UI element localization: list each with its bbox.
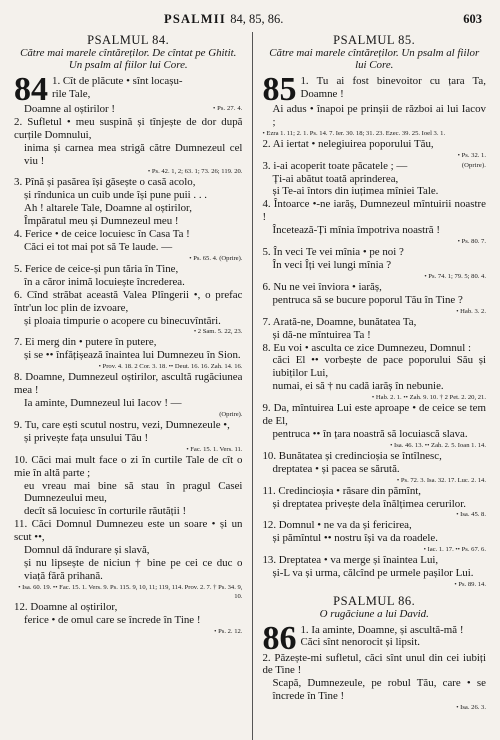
verse-line: Căci sînt nenorocit și lipsit. <box>300 636 420 649</box>
psalm-85-title: PSALMUL 85. <box>333 33 416 47</box>
verse-line: pentruca să se bucure poporul Tău în Tine ? <box>272 293 463 306</box>
cross-reference: • Hab. 2. 1. •• Zah. 9. 10. † 2 Pet. 2. 20, 21. <box>371 394 486 402</box>
verse-line: ferice • de omul care se încrede în Tine ! <box>24 613 201 626</box>
verse-line: decît să locuiesc în corturile răutății ! <box>24 505 187 518</box>
cross-reference: • Ps. 27. 4. <box>212 104 243 112</box>
left-column <box>14 32 242 740</box>
cross-reference: • Iac. 1. 17. •• Ps. 67. 6. <box>423 546 486 554</box>
verse-line: Încetează-Ți mînia împotriva noastră ! <box>272 224 440 237</box>
verse-line: Ai adus • înapoi pe prinșii de război ai lui Iacov ; <box>272 102 486 128</box>
psalm-86-verse-1 <box>262 619 486 657</box>
cross-reference: • Ps. 89. 14. <box>454 581 486 589</box>
cross-reference: • Ps. 74. 1; 79. 5; 80. 4. <box>424 272 486 280</box>
psalm-84-verse-6: 6. Cînd străbat această Valea Plîngerii •, o prefac într'un loc plin de izvoare, <box>14 288 243 314</box>
psalm-85-verse-1 <box>262 70 486 138</box>
cross-reference: • Ps. 80. 7. <box>457 238 486 246</box>
psalm-85-verse-2: 2. Ai iertat • nelegiuirea poporului Tău, <box>262 137 434 150</box>
psalm-84-verse-4: 4. Ferice • de ceice locuiesc în Casa Ta ! <box>14 228 190 241</box>
verse-line: Căci ei tot mai pot să Te laude. — <box>24 240 173 253</box>
verse-line: și-L va și urma, călcînd pe urmele pașilor Lui. <box>272 567 474 580</box>
cross-reference: • Ps. 2. 12. <box>214 627 243 635</box>
cross-reference: • Ps. 72. 3. Isa. 32. 17. Luc. 2. 14. <box>396 476 486 484</box>
verse-line: și se •• înfățișează înaintea lui Dumnezeu în Sion. <box>24 349 241 362</box>
running-psalm-numbers: 84, 85, 86. <box>230 12 284 26</box>
verse-line: și privește fața unsului Tău ! <box>24 431 149 444</box>
psalm-85-verse-9: 9. Da, mîntuirea Lui este aproape • de ceice se tem de El, <box>262 402 486 428</box>
psalm-84-verse-3: 3. Pînă și pasărea își găsește o casă acolo, <box>14 176 196 189</box>
running-book: PSALMII <box>164 12 226 26</box>
verse-line: și Te-ai întors din iuțimea mîniei Tale. <box>272 185 439 198</box>
psalm-85-verse-4: 4. Întoarce •-ne iarăș, Dumnezeul mîntuirii noastre ! <box>262 198 486 224</box>
psalm-85-subtitle: Către mai marele cîntăreților. Un psalm al fiilor lui Core. <box>269 46 480 72</box>
cross-reference: • Isa. 45. 8. <box>456 511 486 519</box>
page-number: 603 <box>463 12 482 26</box>
psalm-86-number: 86 <box>262 619 297 657</box>
psalm-84-verse-10: 10. Căci mai mult face o zi în curtile Tale de cît o mie în altă parte ; <box>14 453 243 479</box>
verse-line: inima și carnea mea strigă către Dumnezeul cel viu ! <box>24 141 243 167</box>
psalm-85-verse-13: 13. Dreptatea • va merge și înaintea Lui, <box>262 554 439 567</box>
verse-line: Ah ! altarele Tale, Doamne al oștirilor, <box>24 202 192 215</box>
psalm-84-verse-1 <box>14 70 243 116</box>
psalm-85-verse-11: 11. Credincioșia • răsare din pămînt, <box>262 484 422 497</box>
verse-line: și dreptatea privește dela înălțimea cerurilor. <box>272 497 466 510</box>
psalm-85-verse-8: 8. Eu voi • asculta ce zice Dumnezeu, Domnul : <box>262 341 472 354</box>
verse-line: numai, ei să † nu cadă iarăș în nebunie. <box>272 380 444 393</box>
psalm-85-number: 85 <box>262 70 297 108</box>
verse-line: și rîndunica un cuib unde își pune puii . . . <box>24 189 207 202</box>
page-header <box>14 10 486 32</box>
psalm-86-subtitle: O rugăciune a lui David. <box>319 608 429 620</box>
verse-line: Ți-ai abătut toată aprinderea, <box>272 172 399 185</box>
psalm-85-verse-10: 10. Bunătatea și credincioșia se întîlnesc, <box>262 449 442 462</box>
verse-line: și nu lipsește de niciun † bine pe cei ce duc o viață fără prihană. <box>24 557 243 582</box>
running-title <box>164 12 283 27</box>
verse-line: Doamne al oștirilor ! <box>24 102 116 115</box>
psalm-84-verse-12: 12. Doamne al oștirilor, <box>14 600 118 613</box>
verse-line: și pămîntul •• nostru își va da roadele. <box>272 532 438 545</box>
psalm-86-verse-2: 2. Păzește-mi sufletul, căci sînt unul din cei iubiți de Tine ! <box>262 651 486 677</box>
verse-line: În veci Îți vei lungi mînia ? <box>272 258 392 271</box>
psalm-84-verse-11: 11. Căci Domnul Dumnezeu este un soare • și un scut ••, <box>14 518 243 544</box>
verse-line: dreptatea • și pacea se sărută. <box>272 462 400 475</box>
verse-line: căci El •• vorbește de pace poporului Său și iubiților Lui, <box>272 354 486 380</box>
right-column <box>252 32 486 740</box>
cross-reference: • Prov. 4. 18. 2 Cor. 3. 18. •• Deut. 16. 16. Zah. 14. 16. <box>98 363 243 371</box>
psalm-84-verse-8: 8. Doamne, Dumnezeul oștirilor, ascultă rugăciunea mea ! <box>14 371 243 397</box>
psalm-85-verse-7: 7. Arată-ne, Doamne, bunătatea Ta, <box>262 315 417 328</box>
verse-line: Scapă, Dumnezeule, pe robul Tău, care • se încrede în Tine ! <box>272 677 486 703</box>
cross-reference: • Ps. 42. 1, 2; 63. 1; 73. 26; 119. 20. <box>147 168 243 176</box>
psalm-84-title: PSALMUL 84. <box>87 33 170 47</box>
verse-line: și dă-ne mîntuirea Ta ! <box>272 328 371 341</box>
verse-line: rile Tale, <box>52 87 91 100</box>
cross-reference: (Oprire). <box>461 161 486 169</box>
verse-line: pentruca •• în țara noastră să locuiască slava. <box>272 427 468 440</box>
psalm-84-verse-7: 7. Ei merg din • putere în putere, <box>14 336 157 349</box>
verse-line: și ploaia timpurie o acopere cu binecuvîntări. <box>24 314 221 327</box>
verse-line: în a căror inimă locuiește încrederea. <box>24 275 185 288</box>
cross-reference: (Oprire). <box>219 410 243 418</box>
psalm-86-title: PSALMUL 86. <box>333 594 416 609</box>
verse-line: Împăratul meu și Dumnezeul meu ! <box>24 215 179 228</box>
cross-reference: • Ps. 32. 1. <box>457 151 486 159</box>
cross-reference: • 2 Sam. 5. 22, 23. <box>193 328 243 336</box>
cross-reference: • Ps. 65. 4. (Oprire). <box>189 254 243 262</box>
cross-reference: • Isa. 60. 19. •• Fac. 15. 1. Vers. 9. Ps. 115. 9, 10, 11; 119, 114. Prov. 2. 7. † Ps. 34. 9, 10. <box>18 583 243 600</box>
psalm-84-number: 84 <box>14 70 48 108</box>
cross-reference: • Hab. 3. 2. <box>456 307 486 315</box>
verse-line: 1. Ia aminte, Doamne, și ascultă-mă ! <box>300 623 464 636</box>
two-column-text <box>14 32 486 740</box>
psalm-85-verse-12: 12. Domnul • ne va da și fericirea, <box>262 519 412 532</box>
psalm-85-verse-5: 5. În veci Te vei mînia • pe noi ? <box>262 246 404 259</box>
psalm-84-subtitle: Către mai marele cîntăreților. De cîntat pe Ghitit. Un psalm al fiilor lui Core. <box>20 46 237 72</box>
psalm-84-verse-5: 5. Ferice de ceice-și pun tăria în Tine, <box>14 262 179 275</box>
verse-line: Domnul dă îndurare și slavă, <box>24 544 150 557</box>
cross-reference: • Ezra 1. 11; 2. 1. Ps. 14. 7. Ier. 30. 18; 31. 23. Ezec. 39. 25. Ioel 3. 1. <box>262 129 446 137</box>
psalm-84-verse-9: 9. Tu, care ești scutul nostru, vezi, Dumnezeule •, <box>14 418 230 431</box>
cross-reference: • Isa. 46. 13. •• Zah. 2. 5. Ioan 1. 14. <box>390 441 486 449</box>
psalm-85-verse-3: 3. i-ai acoperit toate păcatele ; — <box>262 159 408 172</box>
psalm-84-verse-2: 2. Sufletul • meu suspină și tînjește de dor după curțile Domnului, <box>14 115 243 141</box>
verse-line: eu vreau mai bine să stau în pragul Casei Dumnezeului meu, <box>24 479 243 505</box>
psalm-85-verse-6: 6. Nu ne vei înviora • iarăș, <box>262 280 382 293</box>
cross-reference: • Fac. 15. 1. Vers. 11. <box>186 445 243 453</box>
cross-reference: • Isa. 26. 3. <box>456 704 486 712</box>
verse-line: 1. Cît de plăcute • sînt locașu- <box>52 74 183 87</box>
verse-line: Ia aminte, Dumnezeul lui Iacov ! — <box>24 397 182 410</box>
verse-line: 1. Tu ai fost binevoitor cu țara Ta, Doamne ! <box>300 74 486 100</box>
